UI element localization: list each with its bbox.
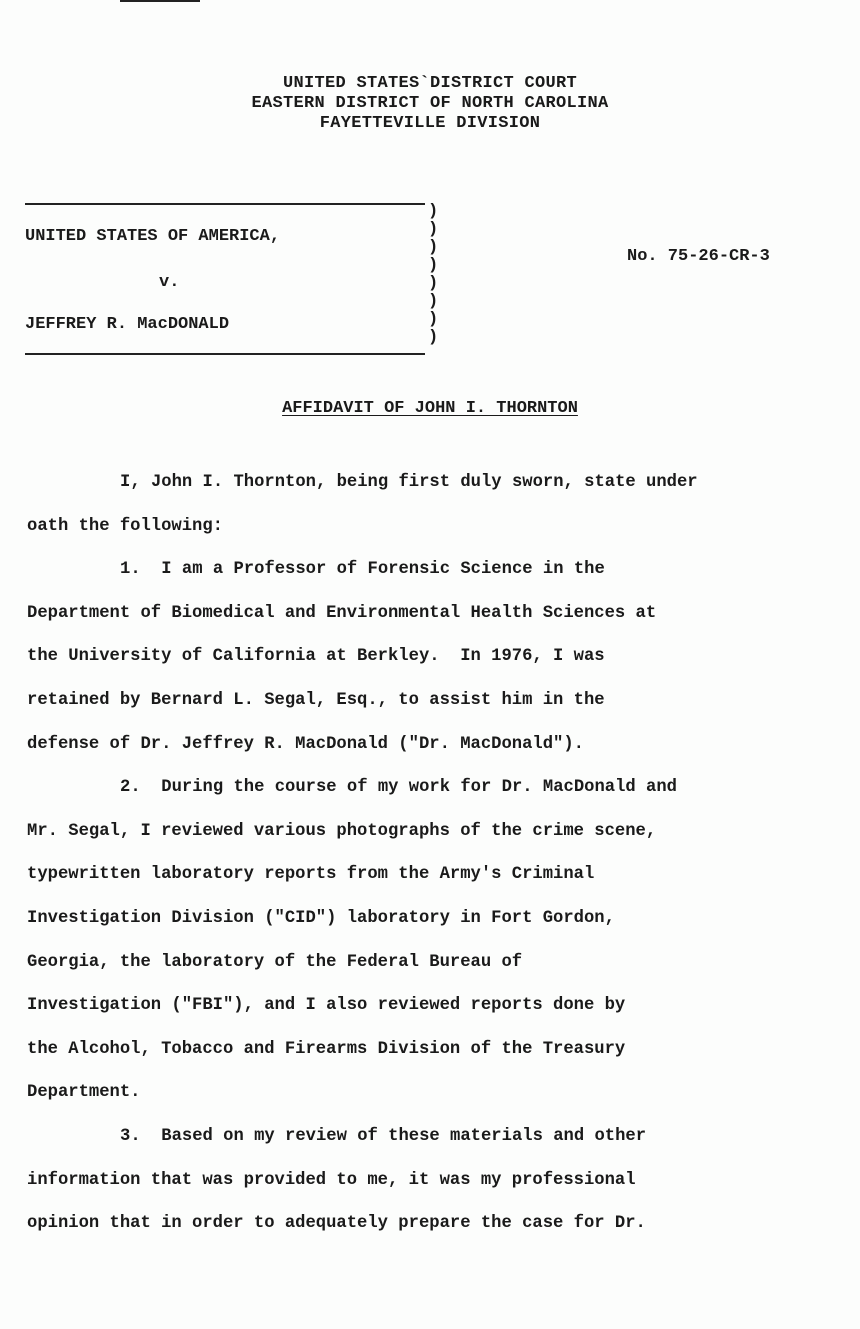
- body-line: information that was provided to me, it was my professional: [27, 1170, 636, 1190]
- body-line: Investigation Division ("CID") laboratory in Fort Gordon,: [27, 908, 615, 928]
- body-line: Investigation ("FBI"), and I also reviewed reports done by: [27, 996, 626, 1016]
- body-line: 3. Based on my review of these materials and other: [120, 1126, 647, 1146]
- body-line: opinion that in order to adequately prepare the case for Dr.: [27, 1214, 646, 1234]
- body-line: Mr. Segal, I reviewed various photographs of the crime scene,: [27, 821, 657, 841]
- document-title: AFFIDAVIT OF JOHN I. THORNTON: [282, 399, 578, 418]
- body-line: Department.: [27, 1083, 141, 1103]
- caption-top-rule: [25, 203, 425, 205]
- body-line: the University of California at Berkley. In 1976, I was: [27, 647, 605, 667]
- court-header: [0, 74, 860, 134]
- body-line: defense of Dr. Jeffrey R. MacDonald ("Dr. MacDonald").: [27, 734, 584, 754]
- court-division: FAYETTEVILLE DIVISION: [319, 114, 541, 133]
- top-edge-rule: [120, 0, 200, 2]
- body-line: Department of Biomedical and Environmental Health Sciences at: [27, 603, 657, 623]
- court-district: EASTERN DISTRICT OF NORTH CAROLINA: [251, 94, 609, 113]
- body-line: the Alcohol, Tobacco and Firearms Division of the Treasury: [27, 1039, 626, 1059]
- body-line: typewritten laboratory reports from the Army's Criminal: [27, 865, 595, 885]
- caption-bottom-rule: [25, 353, 425, 355]
- body-line: oath the following:: [27, 516, 223, 536]
- body-line: retained by Bernard L. Segal, Esq., to assist him in the: [27, 690, 605, 710]
- caption-brackets: ) ) ) ) ) ) ) ): [428, 202, 439, 347]
- body-line: 1. I am a Professor of Forensic Science in the: [120, 560, 605, 580]
- case-caption: [25, 203, 440, 355]
- body-line: Georgia, the laboratory of the Federal Bureau of: [27, 952, 523, 972]
- case-number: No. 75-26-CR-3: [627, 247, 770, 266]
- body-line: I, John I. Thornton, being first duly sworn, state under: [120, 473, 698, 492]
- court-name: UNITED STATES`DISTRICT COURT: [282, 74, 578, 93]
- body-line: 2. During the course of my work for Dr. MacDonald and: [120, 778, 677, 798]
- versus-label: v.: [159, 273, 180, 292]
- affidavit-body: [27, 461, 847, 1246]
- plaintiff-name: UNITED STATES OF AMERICA,: [25, 227, 281, 246]
- defendant-name: JEFFREY R. MacDONALD: [25, 315, 230, 334]
